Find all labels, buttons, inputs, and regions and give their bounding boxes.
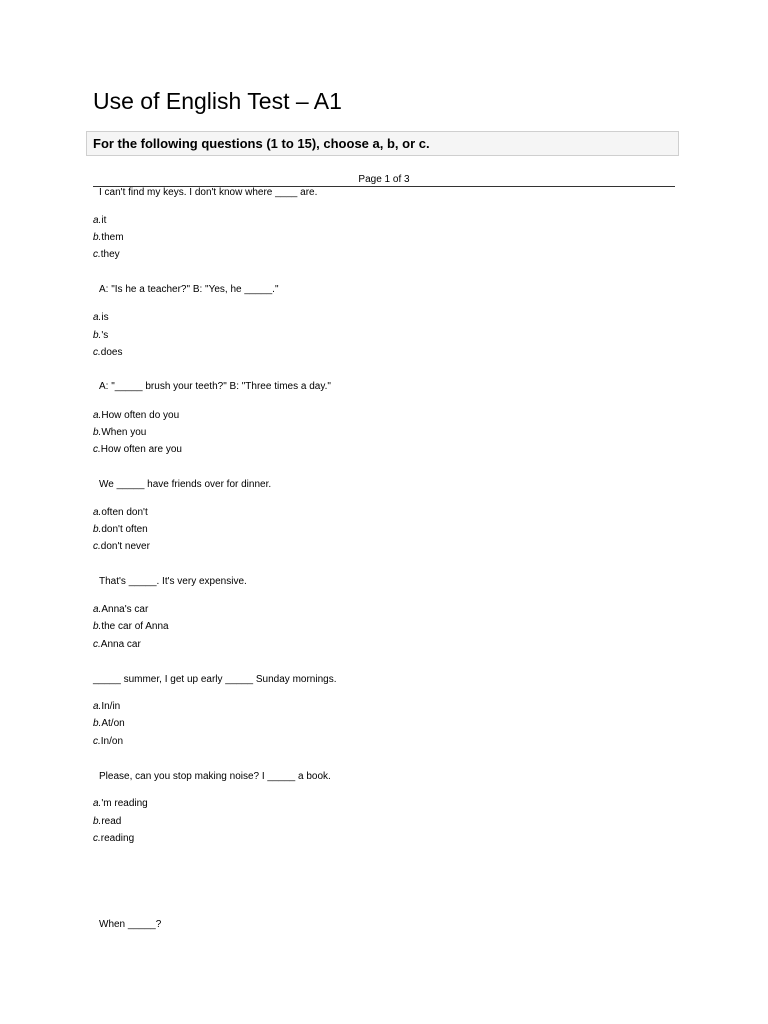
option-letter: a. — [93, 507, 102, 518]
option-text: 's — [101, 330, 109, 341]
option-b[interactable] — [93, 718, 125, 730]
option-letter: c. — [93, 736, 101, 747]
option-text: it — [101, 215, 107, 226]
instruction-box — [86, 131, 679, 156]
option-text: does — [100, 347, 123, 358]
option-b[interactable] — [93, 621, 169, 633]
option-b[interactable] — [93, 330, 108, 342]
option-text: don't often — [101, 524, 148, 535]
option-letter: a. — [93, 312, 102, 323]
option-text: When you — [101, 427, 147, 438]
option-letter: b. — [93, 816, 102, 827]
option-b[interactable] — [93, 427, 146, 439]
option-b[interactable] — [93, 232, 124, 244]
option-letter: c. — [93, 833, 101, 844]
question-text: Please, can you stop making noise? I _____ a book. — [99, 771, 331, 782]
option-text: How often are you — [100, 444, 182, 455]
option-text: 'm reading — [101, 798, 148, 809]
option-c[interactable] — [93, 541, 150, 553]
option-text: In/on — [100, 736, 124, 747]
question-text: When _____? — [99, 919, 162, 930]
option-c[interactable] — [93, 833, 134, 845]
option-letter: c. — [93, 541, 101, 552]
page-title: Use of English Test – A1 — [93, 88, 342, 114]
option-text: they — [100, 249, 120, 260]
option-letter: b. — [93, 427, 102, 438]
option-a[interactable] — [93, 604, 148, 616]
question-text: A: "_____ brush your teeth?" B: "Three times a day." — [99, 381, 331, 392]
option-letter: a. — [93, 410, 102, 421]
question-text: I can't find my keys. I don't know where ____ are. — [99, 187, 318, 198]
option-letter: b. — [93, 718, 102, 729]
option-c[interactable] — [93, 249, 120, 261]
page-number: Page 1 of 3 — [358, 174, 410, 185]
option-text: the car of Anna — [101, 621, 169, 632]
option-text: often don't — [101, 507, 148, 518]
instruction-text: For the following questions (1 to 15), choose a, b, or c. — [93, 136, 430, 151]
option-text: Anna's car — [101, 604, 149, 615]
option-letter: a. — [93, 701, 102, 712]
option-c[interactable] — [93, 444, 182, 456]
option-letter: a. — [93, 604, 102, 615]
question-text: _____ summer, I get up early _____ Sunday mornings. — [93, 674, 337, 685]
option-text: is — [101, 312, 109, 323]
option-letter: c. — [93, 347, 101, 358]
option-a[interactable] — [93, 312, 109, 324]
option-text: In/in — [101, 701, 121, 712]
option-text: don't never — [100, 541, 150, 552]
option-letter: a. — [93, 798, 102, 809]
option-a[interactable] — [93, 798, 148, 810]
option-a[interactable] — [93, 410, 179, 422]
option-text: At/on — [101, 718, 125, 729]
option-letter: c. — [93, 444, 101, 455]
option-a[interactable] — [93, 701, 120, 713]
option-text: them — [101, 232, 124, 243]
option-c[interactable] — [93, 736, 123, 748]
option-letter: b. — [93, 330, 102, 341]
option-b[interactable] — [93, 524, 148, 536]
option-a[interactable] — [93, 507, 148, 519]
option-a[interactable] — [93, 215, 106, 227]
option-text: How often do you — [101, 410, 180, 421]
option-letter: c. — [93, 249, 101, 260]
option-text: Anna car — [100, 639, 141, 650]
option-text: reading — [100, 833, 135, 844]
option-c[interactable] — [93, 347, 122, 359]
option-c[interactable] — [93, 639, 141, 651]
option-letter: b. — [93, 524, 102, 535]
question-text: That's _____. It's very expensive. — [99, 576, 247, 587]
question-text: We _____ have friends over for dinner. — [99, 479, 272, 490]
option-letter: c. — [93, 639, 101, 650]
option-text: read — [101, 816, 122, 827]
question-text: A: "Is he a teacher?" B: "Yes, he _____." — [99, 284, 279, 295]
option-letter: a. — [93, 215, 102, 226]
option-letter: b. — [93, 621, 102, 632]
option-letter: b. — [93, 232, 102, 243]
option-b[interactable] — [93, 816, 121, 828]
